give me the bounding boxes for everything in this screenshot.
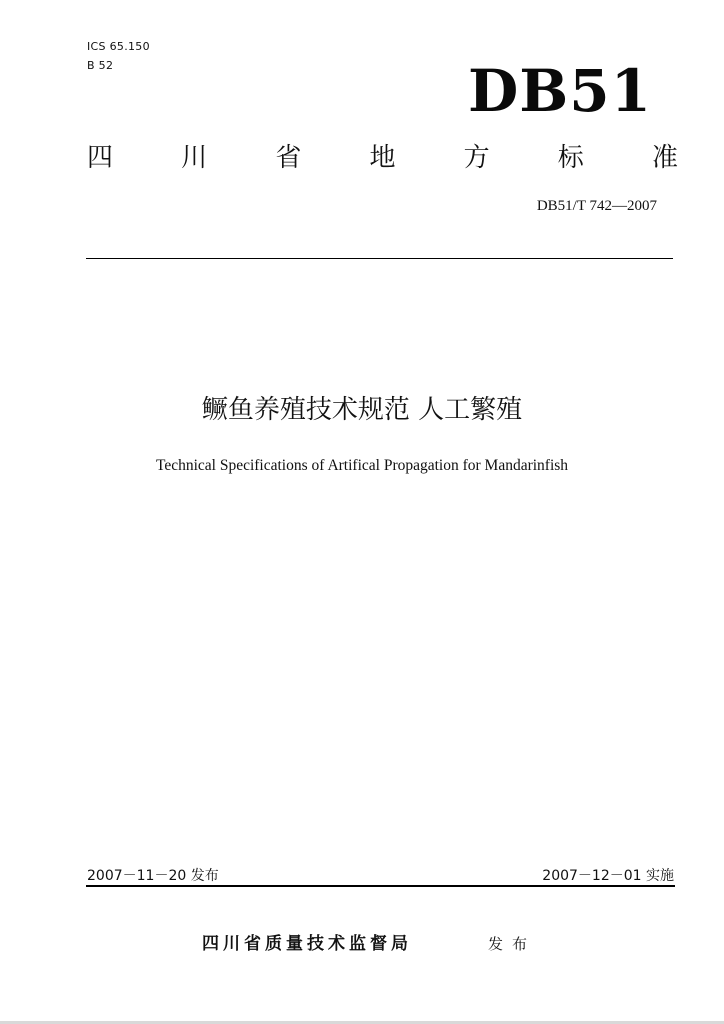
standard-type-char: 准 [651, 143, 678, 173]
document-title-en: Technical Specifications of Artifical Propagation for Mandarinfish [155, 457, 569, 474]
footer-divider [86, 885, 675, 887]
publish-label: 发布 [488, 935, 537, 953]
implementation-date: 2007－12－01 实施 [542, 868, 674, 884]
document-title-cn: 鳜鱼养殖技术规范 人工繁殖 [201, 395, 523, 425]
standard-type-char: 地 [369, 143, 396, 173]
publisher-name: 四川省质量技术监督局 [202, 934, 412, 954]
standard-type-char: 方 [463, 143, 490, 173]
standard-number: DB51/T 742—2007 [536, 198, 657, 214]
class-code: B 52 [87, 59, 114, 72]
db51-logo: DB51 [467, 57, 652, 125]
standard-type-char: 四 [87, 143, 114, 173]
standard-type-char: 川 [181, 143, 208, 173]
standard-type-char: 省 [275, 143, 302, 173]
standard-type-title [87, 140, 678, 176]
standard-type-char: 标 [557, 143, 584, 173]
issue-date: 2007－11－20 发布 [87, 868, 219, 884]
header-divider [86, 258, 673, 259]
ics-code: ICS 65.150 [87, 40, 150, 53]
classification-codes [87, 37, 150, 75]
